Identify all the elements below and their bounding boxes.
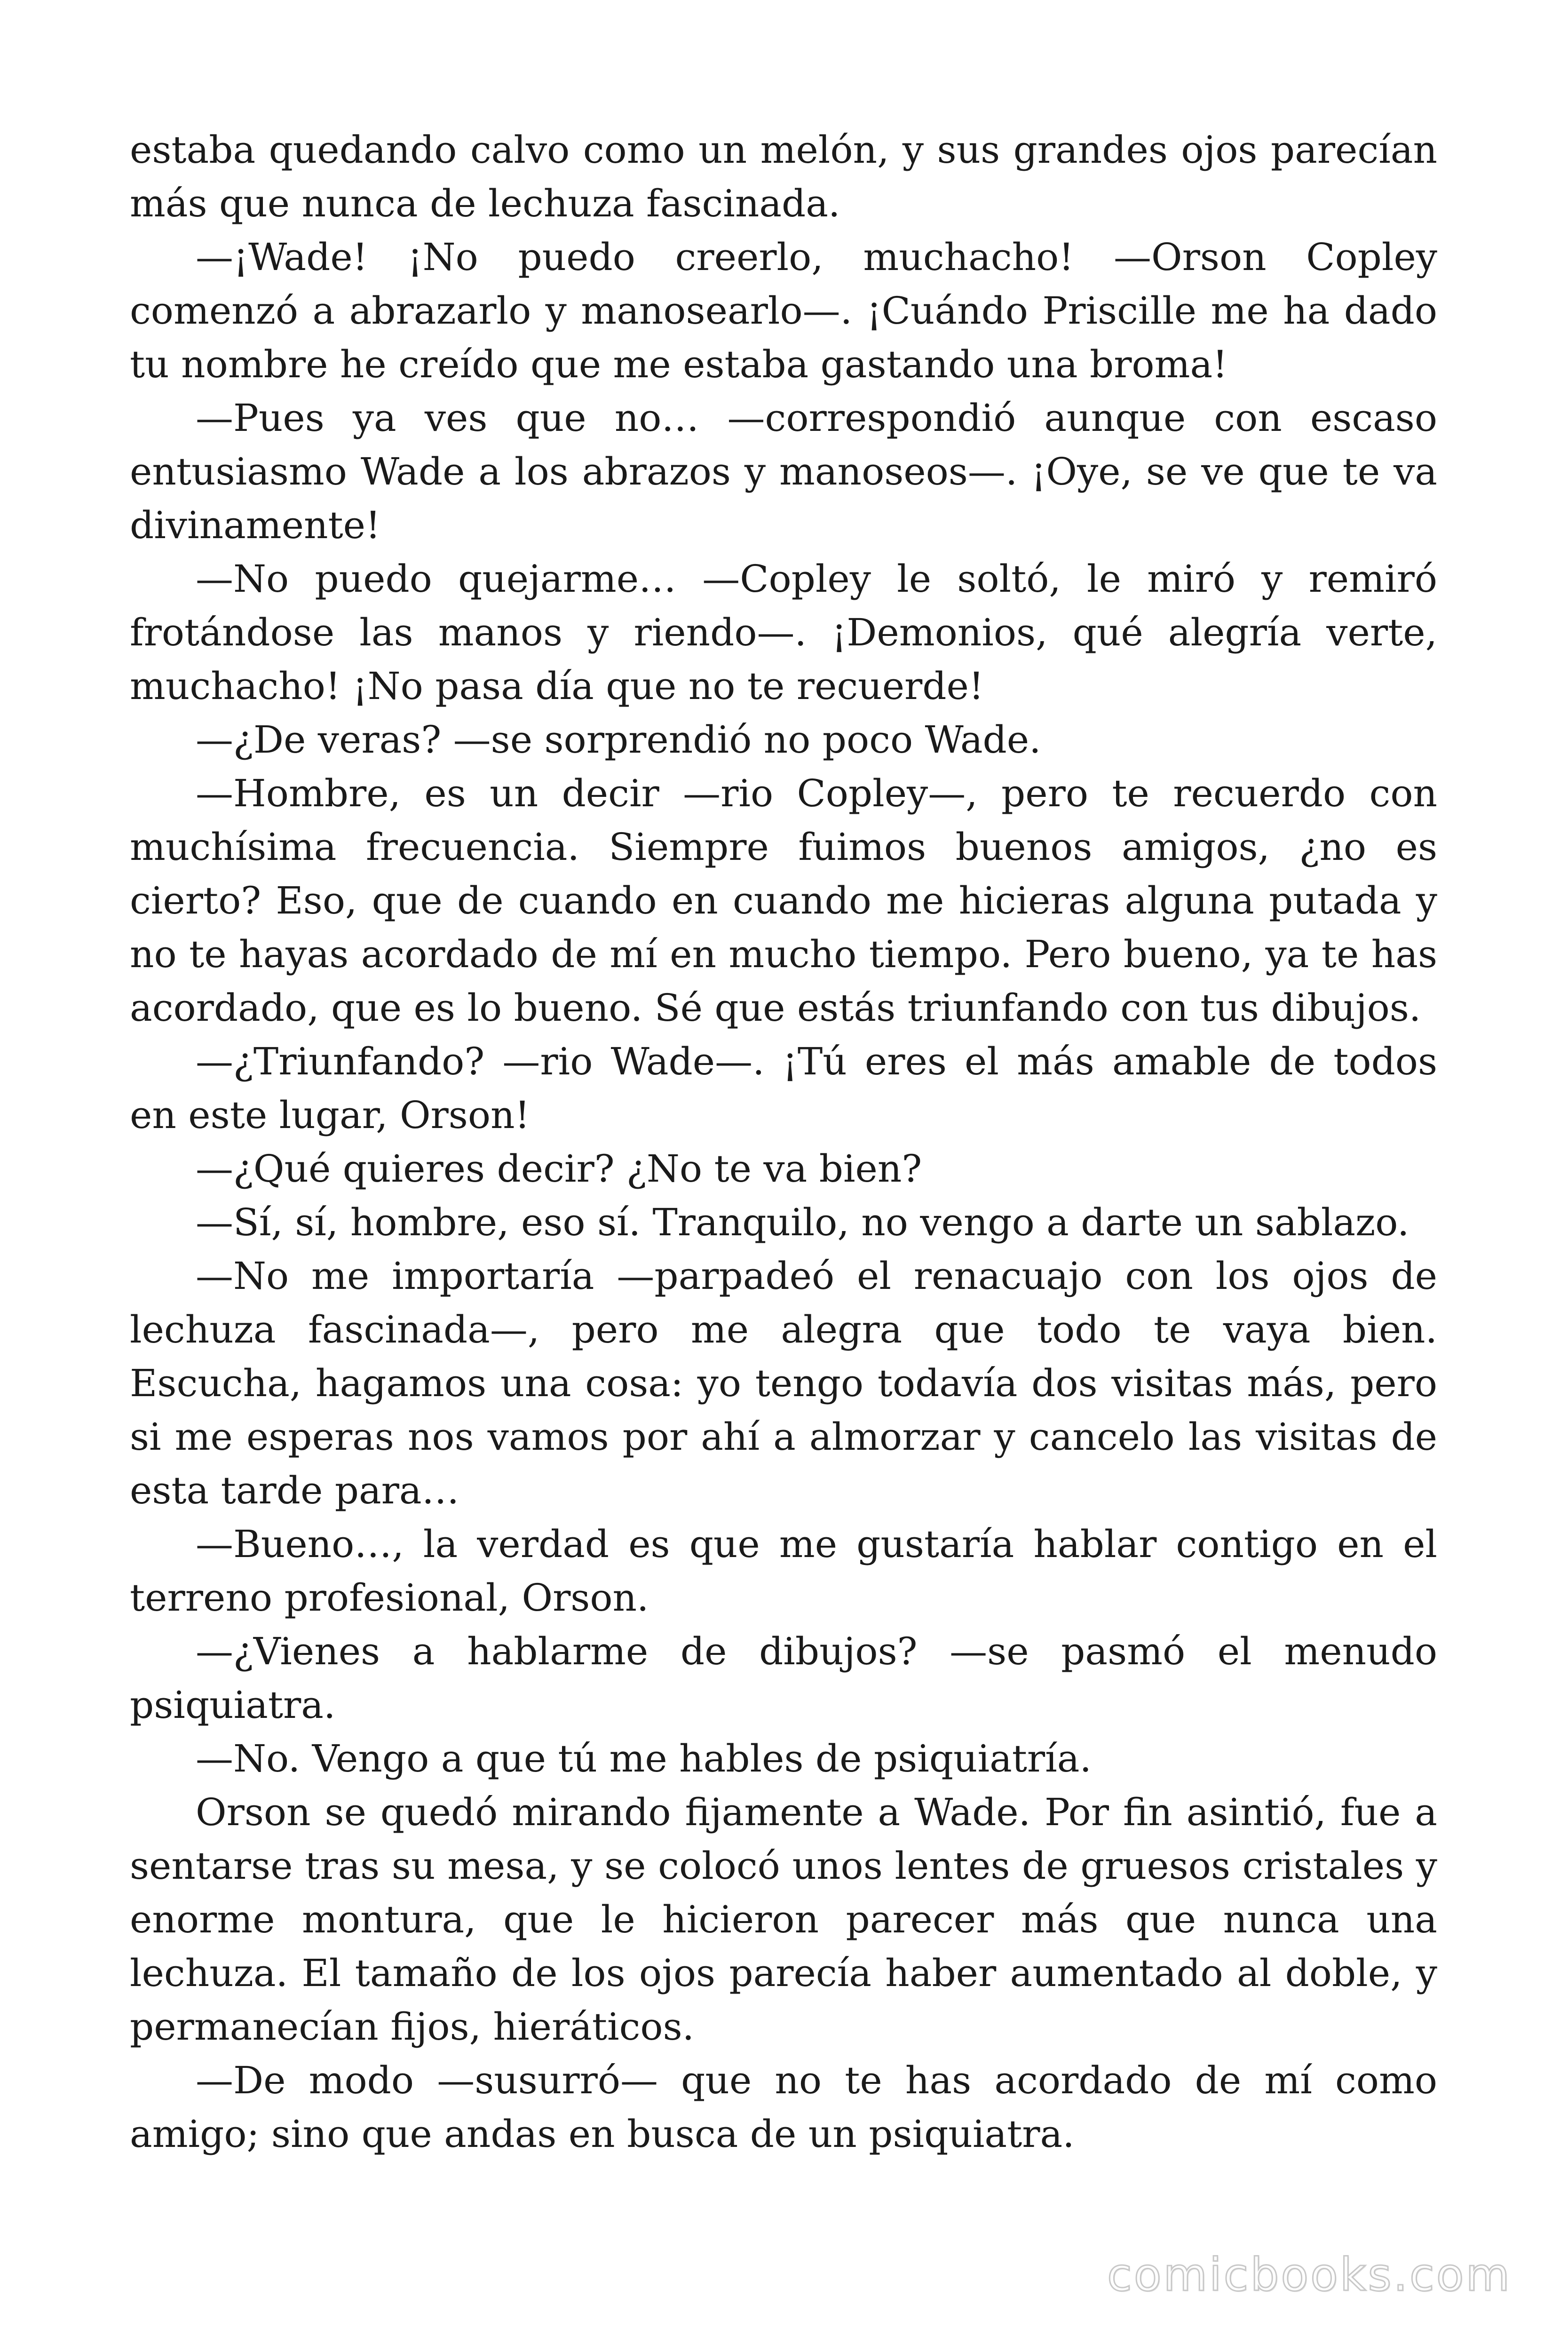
paragraph: —¿Vienes a hablarme de dibujos? —se pasmó el menudo psiquiatra. [130, 1629, 1437, 1727]
paragraph: —¿De veras? —se sorprendió no poco Wade. [196, 718, 1041, 762]
paragraph: —¿Qué quieres decir? ¿No te va bien? [196, 1147, 922, 1191]
paragraph: Orson se quedó mirando fijamente a Wade. Por fin asintió, fue a sentarse tras su mesa, y se colocó unos lentes de gruesos cristales y enorme montura, que le hicieron parecer más que nunca una lechuza. El tamaño de los ojos parecía haber aumentado al doble, y permanecían fijos, hieráticos. [130, 1790, 1437, 2049]
paragraph: —¡Wade! ¡No puedo creerlo, muchacho! —Orson Copley comenzó a abrazarlo y manosearlo—. ¡Cuándo Priscille me ha dado tu nombre he creído que me estaba gastando una broma! [130, 235, 1437, 386]
paragraph: —De modo —susurró— que no te has acordado de mí como amigo; sino que andas en busca de un psiquiatra. [130, 2058, 1437, 2156]
body-text [130, 123, 1437, 2161]
paragraph: —No puedo quejarme… —Copley le soltó, le miró y remiró frotándose las manos y riendo—. ¡Demonios, qué alegría verte, muchacho! ¡No pasa día que no te recuerde! [130, 557, 1437, 708]
paragraph: —Bueno…, la verdad es que me gustaría hablar contigo en el terreno profesional, Orson. [130, 1522, 1437, 1620]
paragraph: —¿Triunfando? —rio Wade—. ¡Tú eres el más amable de todos en este lugar, Orson! [130, 1040, 1437, 1137]
paragraph: —No. Vengo a que tú me hables de psiquiatría. [196, 1737, 1092, 1780]
watermark: comicbooks.com [1107, 2249, 1512, 2301]
paragraph: —Hombre, es un decir —rio Copley—, pero te recuerdo con muchísima frecuencia. Siempre fuimos buenos amigos, ¿no es cierto? Eso, que de cuando en cuando me hicieras alguna putada y no te hayas acordado de mí en mucho tiempo. Pero bueno, ya te has acordado, que es lo bueno. Sé que estás triunfando con tus dibujos. [130, 771, 1437, 1030]
paragraph: —Pues ya ves que no… —correspondió aunque con escaso entusiasmo Wade a los abrazos y manoseos—. ¡Oye, se ve que te va divinamente! [130, 396, 1437, 547]
paragraph-continuation: estaba quedando calvo como un melón, y sus grandes ojos parecían más que nunca de lechuza fascinada. [130, 128, 1437, 225]
paragraph: —No me importaría —parpadeó el renacuajo con los ojos de lechuza fascinada—, pero me alegra que todo te vaya bien. Escucha, hagamos una cosa: yo tengo todavía dos visitas más, pero si me esperas nos vamos por ahí a almorzar y cancelo las visitas de esta tarde para… [130, 1254, 1437, 1512]
paragraph: —Sí, sí, hombre, eso sí. Tranquilo, no vengo a darte un sablazo. [196, 1200, 1410, 1244]
